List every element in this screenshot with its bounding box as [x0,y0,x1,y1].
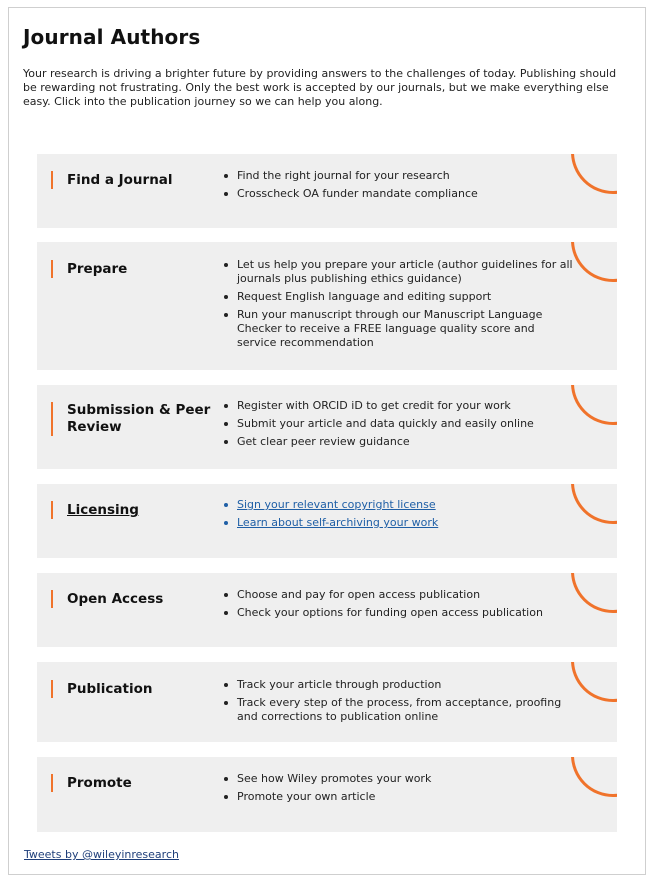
card-prepare[interactable] [37,242,617,370]
card-heading[interactable]: Submission & Peer Review [67,402,211,435]
list-item: See how Wiley promotes your work [237,772,577,786]
card-licensing[interactable] [37,484,617,558]
card-publication[interactable] [37,662,617,742]
decorative-arc-icon [571,662,617,702]
decorative-arc-icon [571,242,617,282]
intro-text: Your research is driving a brighter future by providing answers to the challenges of today. Publishing should be rewarding not frustrating. Only the best work is accepted by our journals, but we make everything else easy. Click into the publication journey so we can help you along. [23,67,617,108]
decorative-arc-icon [571,573,617,613]
decorative-arc-icon [571,484,617,524]
list-item: Find the right journal for your research [237,169,577,183]
licensing-link[interactable]: Licensing [67,502,139,518]
journal-authors-panel [8,7,646,875]
list-item: Register with ORCID iD to get credit for your work [237,399,577,413]
list-item: Track every step of the process, from acceptance, proofing and corrections to publication online [237,696,577,724]
card-bullet-list [221,399,577,453]
self-archiving-link[interactable]: Learn about self-archiving your work [237,516,577,530]
accent-marker [51,774,53,792]
card-submission-peer-review[interactable] [37,385,617,469]
decorative-arc-icon [571,757,617,797]
list-item: Crosscheck OA funder mandate compliance [237,187,577,201]
page-title: Journal Authors [23,25,201,49]
list-item: Track your article through production [237,678,577,692]
accent-marker [51,171,53,189]
copyright-license-link[interactable]: Sign your relevant copyright license [237,498,577,512]
accent-marker [51,590,53,608]
card-heading[interactable]: Promote [67,775,132,791]
accent-marker [51,501,53,519]
card-heading[interactable]: Find a Journal [67,172,173,188]
card-heading[interactable]: Prepare [67,261,128,277]
accent-marker [51,260,53,278]
list-item: Check your options for funding open access publication [237,606,577,620]
accent-marker [51,680,53,698]
decorative-arc-icon [571,385,617,425]
card-bullet-list [221,498,577,534]
list-item: Run your manuscript through our Manuscript Language Checker to receive a FREE language quality score and service recommendation [237,308,577,350]
card-find-a-journal[interactable] [37,154,617,228]
list-item: Submit your article and data quickly and easily online [237,417,577,431]
card-promote[interactable] [37,757,617,832]
card-bullet-list [221,169,577,205]
card-heading[interactable]: Open Access [67,591,164,607]
card-bullet-list [221,772,577,808]
card-bullet-list [221,678,577,728]
list-item: Get clear peer review guidance [237,435,577,449]
accent-marker [51,402,53,436]
decorative-arc-icon [571,154,617,194]
card-open-access[interactable] [37,573,617,647]
list-item: Request English language and editing support [237,290,577,304]
tweets-link[interactable]: Tweets by @wileyinresearch [24,848,179,861]
card-bullet-list [221,588,577,624]
card-bullet-list [221,258,577,354]
list-item: Let us help you prepare your article (author guidelines for all journals plus publishing ethics guidance) [237,258,577,286]
card-heading[interactable]: Publication [67,681,153,697]
list-item: Choose and pay for open access publication [237,588,577,602]
list-item: Promote your own article [237,790,577,804]
